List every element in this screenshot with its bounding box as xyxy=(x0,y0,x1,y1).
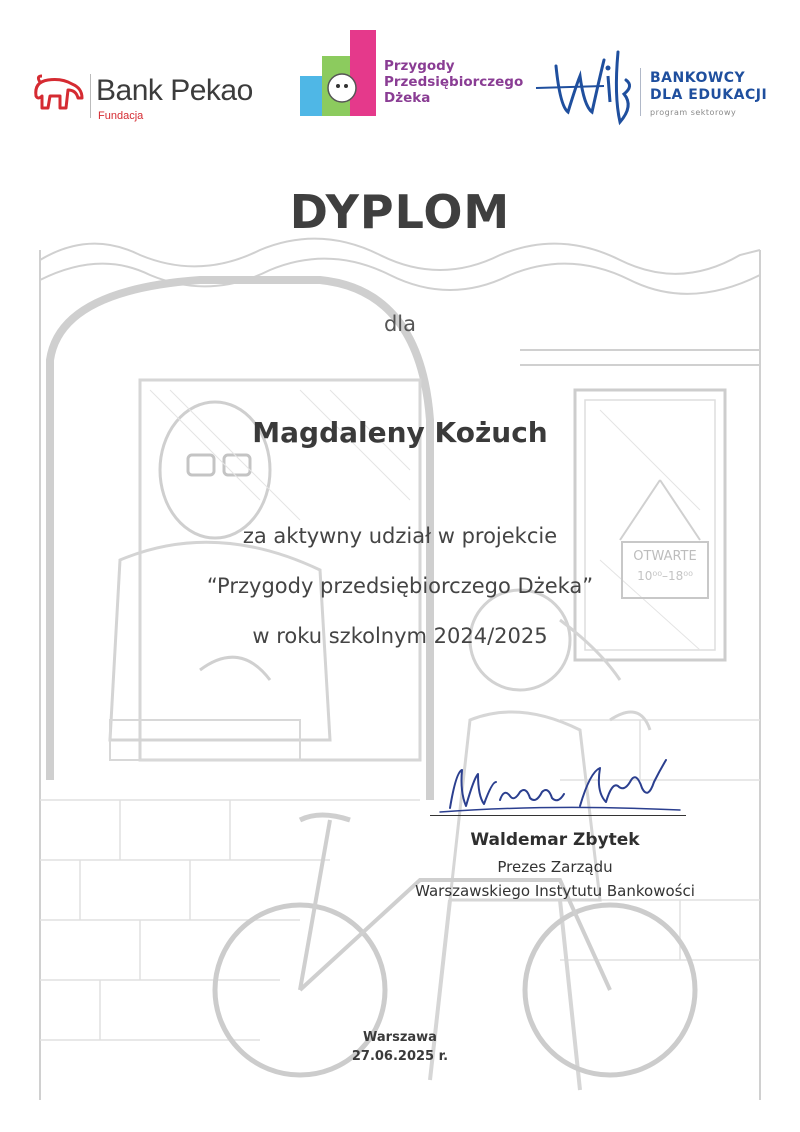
for-label: dla xyxy=(383,312,417,336)
logo-divider xyxy=(640,68,641,116)
issue-place: Warszawa xyxy=(363,1030,437,1045)
recipient-name: Magdaleny Kożuch xyxy=(252,416,548,449)
wib-logo-text xyxy=(650,70,767,121)
bankowcy-dla-edukacji-logo xyxy=(534,46,774,130)
dzek-colorblocks-icon xyxy=(298,28,382,120)
open-sign-text: OTWARTE xyxy=(633,549,697,564)
wib-logo-line2: DLA EDUKACJI xyxy=(650,87,768,103)
award-reason-line3: w roku szkolnym 2024/2025 xyxy=(252,624,548,648)
award-reason-line2: “Przygody przedsiębiorczego Dżeka” xyxy=(206,574,594,598)
dzek-logo-line1: Przygody xyxy=(384,58,455,74)
dzek-logo-line3: Dżeka xyxy=(384,90,431,106)
bison-icon xyxy=(32,74,86,114)
signatory-role: Prezes Zarządu xyxy=(497,858,613,876)
signatory-name: Waldemar Zbytek xyxy=(470,830,640,850)
diploma-title: DYPLOM xyxy=(289,185,511,239)
bank-pekao-logo xyxy=(32,68,272,128)
wib-logo-line1: BANKOWCY xyxy=(650,70,746,86)
wib-logo-line3: program sektorowy xyxy=(650,108,737,117)
open-hours-text: 10⁰⁰–18⁰⁰ xyxy=(637,569,693,583)
handwritten-signature xyxy=(430,752,690,820)
signature-line xyxy=(430,815,686,816)
bank-pekao-name: Bank Pekao xyxy=(96,74,253,107)
dzek-logo-text xyxy=(384,58,523,106)
logo-divider xyxy=(90,74,91,118)
award-reason-line1: za aktywny udział w projekcie xyxy=(242,524,558,548)
dzek-project-logo xyxy=(298,28,524,120)
dzek-logo-line2: Przedsiębiorczego xyxy=(384,74,524,90)
issue-date: 27.06.2025 r. xyxy=(351,1049,449,1064)
wib-signature-icon xyxy=(534,46,638,130)
bank-pekao-subtitle: Fundacja xyxy=(98,110,144,122)
signatory-organization: Warszawskiego Instytutu Bankowości xyxy=(415,882,695,900)
